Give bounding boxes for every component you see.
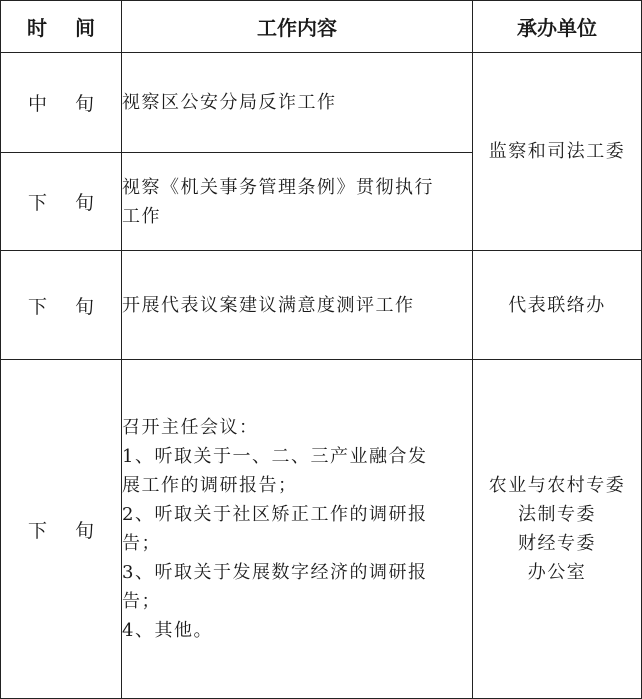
table-row [1,251,642,360]
row-content: 开展代表议案建议满意度测评工作 [122,251,473,360]
row-unit: 农业与农村专委 法制专委 财经专委 办公室 [473,360,642,699]
row-time: 下旬 [1,153,122,251]
header-unit: 承办单位 [473,1,642,53]
table-header-row [1,1,642,53]
row-content: 视察《机关事务管理条例》贯彻执行 工作 [122,153,473,251]
table-row [1,360,642,699]
row-unit: 监察和司法工委 [473,53,642,251]
row-content: 视察区公安分局反诈工作 [122,53,473,153]
row-time: 下旬 [1,360,122,699]
row-content: 召开主任会议： 1、听取关于一、二、三产业融合发 展工作的调研报告； 2、听取关于社区矫正工作的调研报 告； 3、听取关于发展数字经济的调研报 告； 4、其他。 [122,360,473,699]
header-content: 工作内容 [122,1,473,53]
row-unit: 代表联络办 [473,251,642,360]
table-row [1,53,642,153]
row-time: 下旬 [1,251,122,360]
header-time: 时间 [1,1,122,53]
row-time: 中旬 [1,53,122,153]
